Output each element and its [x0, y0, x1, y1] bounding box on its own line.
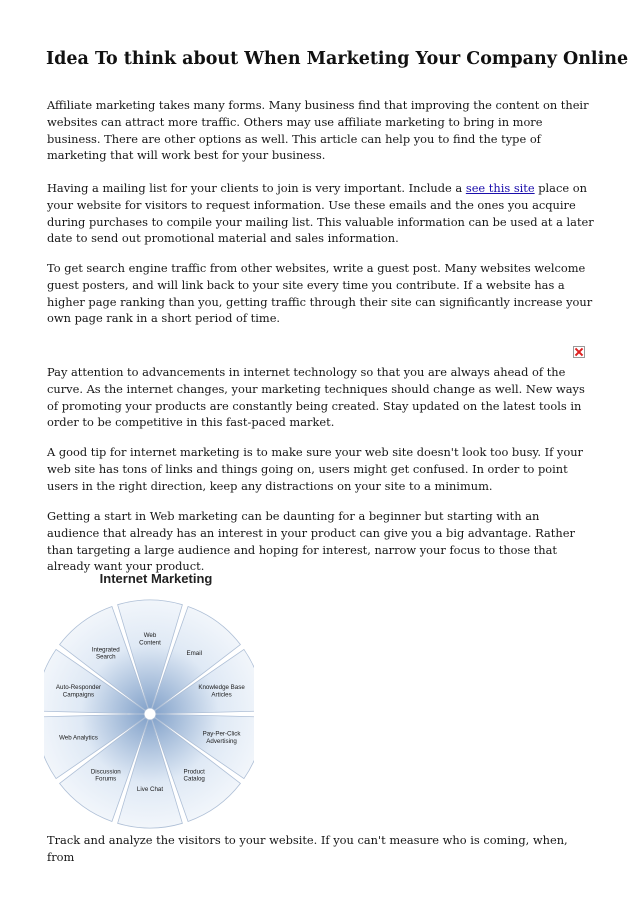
article-title: Idea To think about When Marketing Your Company Online	[46, 49, 629, 69]
paragraph-2-text-end: place on your website for visitors to request information. Use these emails and the ones you acquire during purchases to compile your mailing list. This valuable information can be used at a later date to send out promotional material and sales information.	[47, 181, 594, 246]
diagram-segment-label: Web Analytics	[59, 734, 98, 742]
see-this-site-link[interactable]: see this site	[465, 181, 535, 195]
paragraph-1: Affiliate marketing takes many forms. Many business find that improving the content on their websites can attract more traffic. Others may use affiliate marketing to bring in more business. There are other options as well. This article can help you to find the type of marketing that will work best for your business.	[47, 98, 589, 163]
diagram-segments	[44, 600, 254, 828]
internet-marketing-diagram	[44, 566, 254, 830]
diagram-segment-label: Email	[186, 650, 202, 658]
diagram-title: Internet Marketing	[99, 571, 213, 586]
diagram-segment-label: Integrated Search	[91, 646, 120, 661]
diagram-segment-label: Live Chat	[136, 786, 164, 794]
paragraph-4: Pay attention to advancements in internet technology so that you are always ahead of the curve. As the internet changes, your marketing techniques should change as well. New ways of promoting your products are constantly being created. Stay updated on the latest tools in order to be competitive in this fast-paced market.	[47, 365, 585, 430]
paragraph-7: Track and analyze the visitors to your website. If you can't measure who is coming, when, from	[47, 833, 568, 864]
paragraph-2	[47, 180, 595, 247]
paragraph-5: A good tip for internet marketing is to make sure your web site doesn't look too busy. If your web site has tons of links and things going on, users might get confused. In order to point users in the right direction, keep any distractions on your site to a minimum.	[47, 445, 583, 493]
paragraph-6: Getting a start in Web marketing can be daunting for a beginner but starting with an audience that already has an interest in your product can give you a big advantage. Rather than targeting a large audience and hoping for interest, narrow your focus to those that already want your product.	[47, 509, 575, 574]
diagram-segment-label: Discussion Forums	[90, 768, 121, 783]
diagram-canvas	[44, 566, 254, 830]
diagram-segment-label: Auto-Responder Campaigns	[55, 684, 101, 699]
paragraph-2-text-start: Having a mailing list for your clients to join is very important. Include a	[47, 181, 466, 195]
diagram-segment-label: Product Catalog	[183, 768, 205, 783]
diagram-segment-label: Knowledge Base Articles	[198, 684, 245, 699]
broken-image-icon	[573, 346, 585, 358]
diagram-segment-label: Pay-Per-Click Advertising	[202, 730, 241, 745]
paragraph-3: To get search engine traffic from other websites, write a guest post. Many websites welcome guest posters, and will link back to your site every time you contribute. If a website has a higher page ranking than you, getting traffic through their site can significantly increase your own page rank in a short period of time.	[47, 261, 593, 326]
diagram-segment-label: Web Content	[139, 632, 161, 647]
